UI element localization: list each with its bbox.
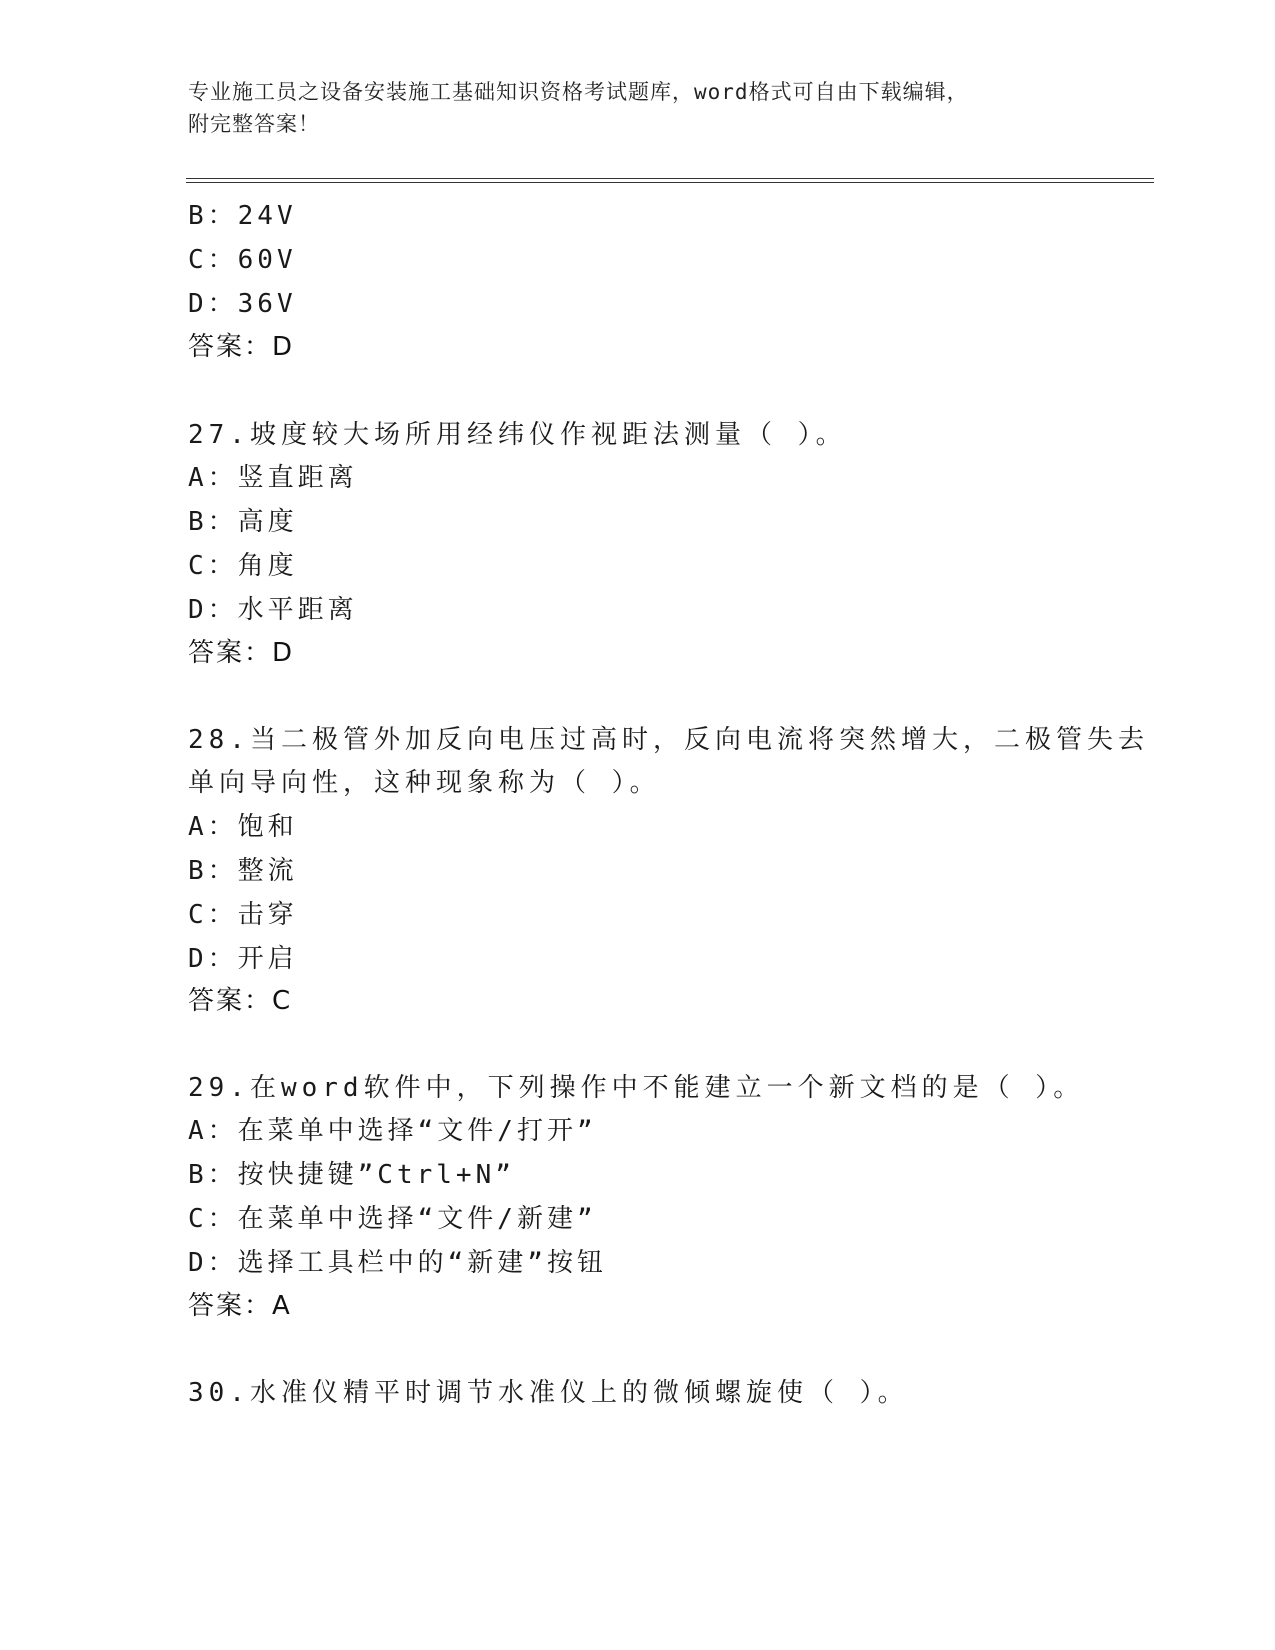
q28-question-line-1: 28.当二极管外加反向电压过高时，反向电流将突然增大，二极管失去 (188, 725, 1149, 755)
q29-option-d: D：选择工具栏中的“新建”按钮 (188, 1248, 607, 1278)
q27-option-d: D：水平距离 (188, 595, 358, 625)
q28-option-a: A：饱和 (188, 812, 298, 842)
q26-answer: 答案：D (188, 332, 295, 362)
q26-option-c: C：60V (188, 245, 297, 275)
q28-answer: 答案：C (188, 986, 293, 1016)
q27-answer: 答案：D (188, 638, 295, 668)
q26-option-b: B：24V (188, 201, 297, 231)
header-divider-bottom (186, 182, 1154, 183)
q27-option-a: A：竖直距离 (188, 463, 358, 493)
q28-question-line-2: 单向导向性，这种现象称为（ ）。 (188, 768, 661, 798)
q29-answer: 答案：A (188, 1291, 292, 1321)
q28-option-b: B：整流 (188, 856, 298, 886)
header-line-2: 附完整答案！ (188, 112, 320, 136)
header-divider-top (186, 178, 1154, 179)
q27-option-b: B：高度 (188, 507, 298, 537)
document-header (188, 76, 1068, 140)
q28-option-c: C：击穿 (188, 900, 298, 930)
header-line-1: 专业施工员之设备安装施工基础知识资格考试题库，word格式可自由下载编辑， (188, 80, 969, 104)
q29-option-b: B：按快捷键”Ctrl+N” (188, 1160, 515, 1190)
q29-option-c: C：在菜单中选择“文件/新建” (188, 1204, 597, 1234)
q27-question: 27.坡度较大场所用经纬仪作视距法测量（ ）。 (188, 420, 847, 450)
q28-option-d: D：开启 (188, 944, 298, 974)
q29-question: 29.在word软件中，下列操作中不能建立一个新文档的是（ ）。 (188, 1073, 1085, 1103)
q30-question: 30.水准仪精平时调节水准仪上的微倾螺旋使（ ）。 (188, 1378, 909, 1408)
q29-option-a: A：在菜单中选择“文件/打开” (188, 1116, 597, 1146)
q26-option-d: D：36V (188, 289, 297, 319)
q27-option-c: C：角度 (188, 551, 298, 581)
